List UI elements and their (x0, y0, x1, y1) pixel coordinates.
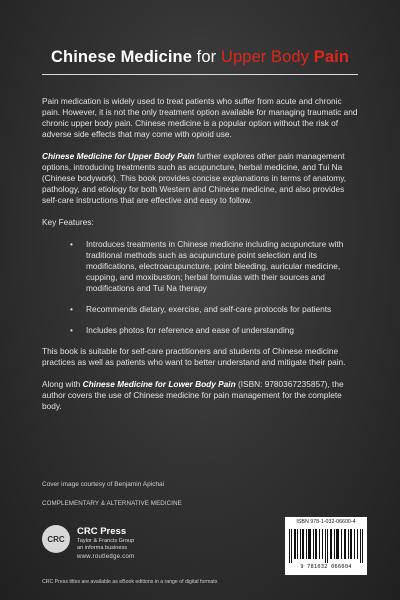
ebook-note: CRC Press titles are available as eBook editions in a range of digital formats (42, 579, 218, 585)
feature-item: • Recommends dietary, exercise, and self-care protocols for patients (70, 304, 360, 315)
feature-item: • Introduces treatments in Chinese medicine including acupuncture with traditional methods such as acupuncture point selection and its modifications, electroacupuncture, point bleeding, auricular medicine, cupping, and moxibustion; herbal formulas with their sources and modifications and Tui Na therapy (70, 239, 360, 294)
title-part-pain: Pain (313, 48, 349, 66)
publisher-group-line2: an informa business (77, 545, 128, 551)
features-list (42, 239, 360, 336)
barcode-number: 9 781032 066004 (300, 564, 352, 570)
publisher-group (77, 538, 134, 552)
publisher-group-line1: Taylor & Francis Group (77, 538, 135, 544)
crc-logo-icon: CRC (42, 525, 70, 553)
book-title-heading (0, 48, 400, 67)
description-text: further explores other pain management options, introducing treatments such as acupuncture, herbal medicine, and Tui Na (Chinese bodywork). This book provides concise explanations in terms of anatomy, pathology, and etiology for both Western and Chinese medicine, and also provides self-care instructions that are effective and easy to follow. (42, 151, 347, 205)
publisher-name: CRC Press (77, 526, 127, 537)
subject-category: COMPLEMENTARY & ALTERNATIVE MEDICINE (42, 500, 182, 507)
feature-item: • Includes photos for reference and ease of understanding (70, 325, 360, 336)
description-paragraph (42, 151, 360, 206)
book-title-inline: Chinese Medicine for Upper Body Pain (42, 151, 195, 161)
title-divider (42, 74, 358, 75)
intro-paragraph: Pain medication is widely used to treat patients who suffer from acute and chronic pain. However, it is not the only treatment option available for managing traumatic and chronic upper body pain. Chinese medicine is a popular option without the risk of adverse side effects that may come with opioid use. (42, 96, 358, 139)
back-cover-body (42, 96, 360, 423)
title-part-upper-body: Upper Body (220, 48, 314, 66)
cover-credit: Cover image courtesy of Benjamin Apichai (42, 481, 165, 488)
key-features-label: Key Features: (42, 217, 94, 227)
title-part-for: for (191, 48, 221, 66)
publisher-url: www.routledge.com (77, 554, 135, 560)
companion-book-title: Chinese Medicine for Lower Body Pain (82, 379, 236, 389)
barcode-bars-icon (289, 529, 363, 563)
companion-paragraph (42, 379, 360, 412)
publisher-logo (42, 519, 192, 569)
audience-paragraph: This book is suitable for self-care practitioners and students of Chinese medicine practices as well as patients who want to better understand and mitigate their pain. (42, 346, 346, 367)
isbn-barcode (285, 517, 367, 575)
companion-prefix: Along with (42, 379, 83, 389)
companion-suffix: (ISBN: 9780367235857), the author covers the use of Chinese medicine for pain management for the complete body. (42, 379, 344, 411)
isbn-text: ISBN 978-1-032-06600-4 (296, 519, 356, 525)
title-part-chinese-medicine: Chinese Medicine (51, 48, 192, 66)
